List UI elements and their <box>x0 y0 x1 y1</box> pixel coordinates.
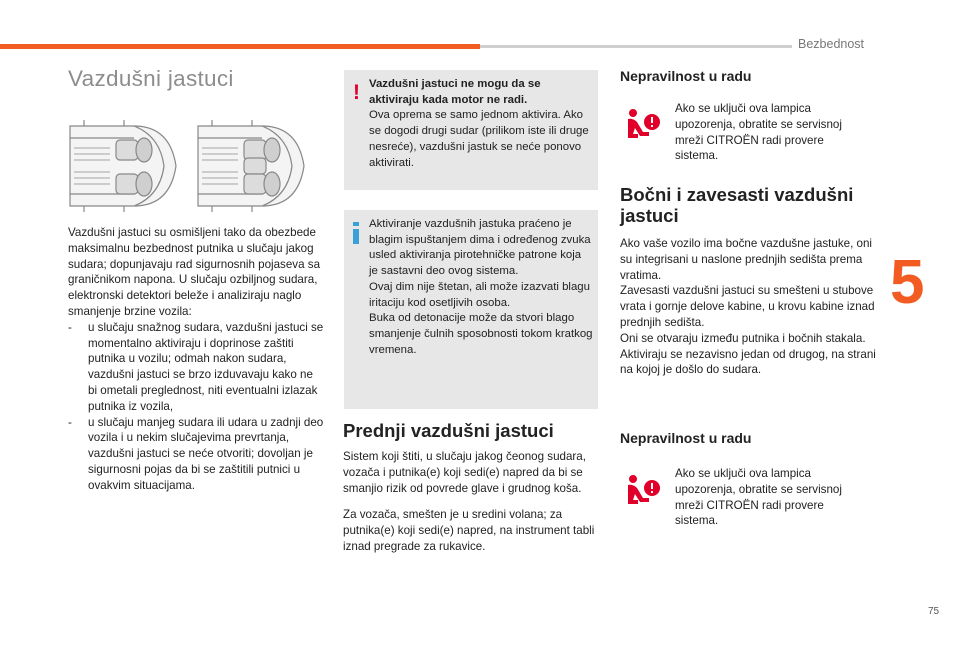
dash-bullet: - <box>68 320 72 334</box>
intro-section <box>68 225 324 494</box>
side-curtain-heading-line: jastuci <box>620 205 679 226</box>
intro-bullet-list <box>68 320 324 494</box>
side-curtain-para: Oni se otvaraju između putnika i bočnih stakala. <box>620 331 866 345</box>
warning-text <box>369 77 593 171</box>
front-airbags-heading: Prednji vazdušni jastuci <box>343 420 554 441</box>
info-paragraph: Aktiviranje vazdušnih jastuka praćeno je blagim ispuštanjem dima i određenog zvuka usled aktiviranja pirotehničke patrone koja je sastavni deo ovog sistema. <box>369 218 591 278</box>
list-item <box>68 415 324 494</box>
section-label: Bezbednost <box>798 37 865 51</box>
chapter-number: 5 <box>890 248 925 317</box>
intro-paragraph: Vazdušni jastuci su osmišljeni tako da obezbede maksimalnu bezbednost putnika u slučaju jakog sudara; dopunjavaju rad sigurnosnih pojaseva sa graničnikom napona. U slučaju ozbiljnog sudara, elektronski detektori beleže i analiziraju naglo smanjenje brzine vozila: <box>68 226 321 318</box>
bullet-text: u slučaju manjeg sudara ili udara u zadnji deo vozila i u nekim slučajevima prevrtanja, vazdušni jastuci se neće otvoriti; dovoljan je sigurnosni pojas da bi se zaštitili putnici u ovakvim situacijama. <box>88 415 324 492</box>
malfunction-heading: Nepravilnost u radu <box>620 68 752 84</box>
warning-bold-line: Vazdušni jastuci ne mogu da se <box>369 78 541 90</box>
page-title: Vazdušni jastuci <box>68 66 234 91</box>
dash-bullet: - <box>68 415 72 429</box>
exclamation-icon: ! <box>353 81 360 104</box>
side-curtain-para: Ako vaše vozilo ima bočne vazdušne jastuke, oni su integrisani u naslone prednjih sedišta prema vratima. <box>620 237 872 282</box>
side-curtain-para: Zavesasti vazdušni jastuci su smešteni u stubove vrata i gornje delove kabine, u krovu kabine iznad prednjih sedišta. <box>620 284 875 329</box>
airbag-warning-icon <box>625 474 661 508</box>
vehicle-topview-diagram-right <box>192 118 310 214</box>
warning-box <box>344 70 598 190</box>
info-box <box>344 210 598 409</box>
warning-bold-line: aktiviraju kada motor ne radi. <box>369 93 528 106</box>
front-airbags-text <box>343 449 599 555</box>
info-text <box>369 217 593 358</box>
info-paragraph: Buka od detonacije može da stvori blago smanjenje čulnih sposobnosti tokom kratkog vremena. <box>369 312 593 356</box>
front-airbags-para: Sistem koji štiti, u slučaju jakog čeonog sudara, vozača i putnika(e) koji sedi(e) napred da bi se smanjio rizik od povrede glave i grudnog koša. <box>343 450 586 495</box>
malfunction-heading: Nepravilnost u radu <box>620 430 752 446</box>
side-curtain-para: Aktiviraju se nezavisno jedan od drugog, na strani na kojoj je došlo do sudara. <box>620 347 876 377</box>
side-curtain-heading <box>620 184 880 226</box>
header-divider <box>480 45 792 48</box>
side-curtain-heading-line: Bočni i zavesasti vazdušni <box>620 184 854 205</box>
page-number: 75 <box>928 606 940 617</box>
bullet-text: u slučaju snažnog sudara, vazdušni jastuci se momentalno aktiviraju i doprinose zaštiti putnika u vozilu; odmah nakon sudara, vazdušni jastuci se brzo izduvavaju kako ne bi ometali preglednost, niti eventualni izlazak putnika iz vozila, <box>88 320 324 413</box>
info-paragraph: Ovaj dim nije štetan, ali može izazvati blagu iritaciju kod osetljivih osoba. <box>369 280 590 309</box>
malfunction-text: Ako se uključi ova lampica upozorenja, obratite se servisnoj mreži CITROËN radi provere sistema. <box>675 102 842 163</box>
list-item <box>68 320 324 415</box>
header-accent-bar <box>0 44 480 49</box>
warning-body: Ova oprema se samo jednom aktivira. Ako se dogodi drugi sudar (prilikom iste ili druge nesreće), vazdušni jastuk se neće ponovo aktivirati. <box>369 109 589 169</box>
airbag-warning-icon <box>625 108 661 142</box>
malfunction-text: Ako se uključi ova lampica upozorenja, obratite se servisnoj mreži CITROËN radi provere sistema. <box>675 467 842 528</box>
vehicle-topview-diagram-left <box>64 118 182 214</box>
side-curtain-text <box>620 236 876 378</box>
front-airbags-para: Za vozača, smešten je u sredini volana; za putnika(e) koji sedi(e) napred, na instrument tabli iznad pregrade za rukavice. <box>343 508 595 553</box>
info-icon <box>351 222 361 244</box>
